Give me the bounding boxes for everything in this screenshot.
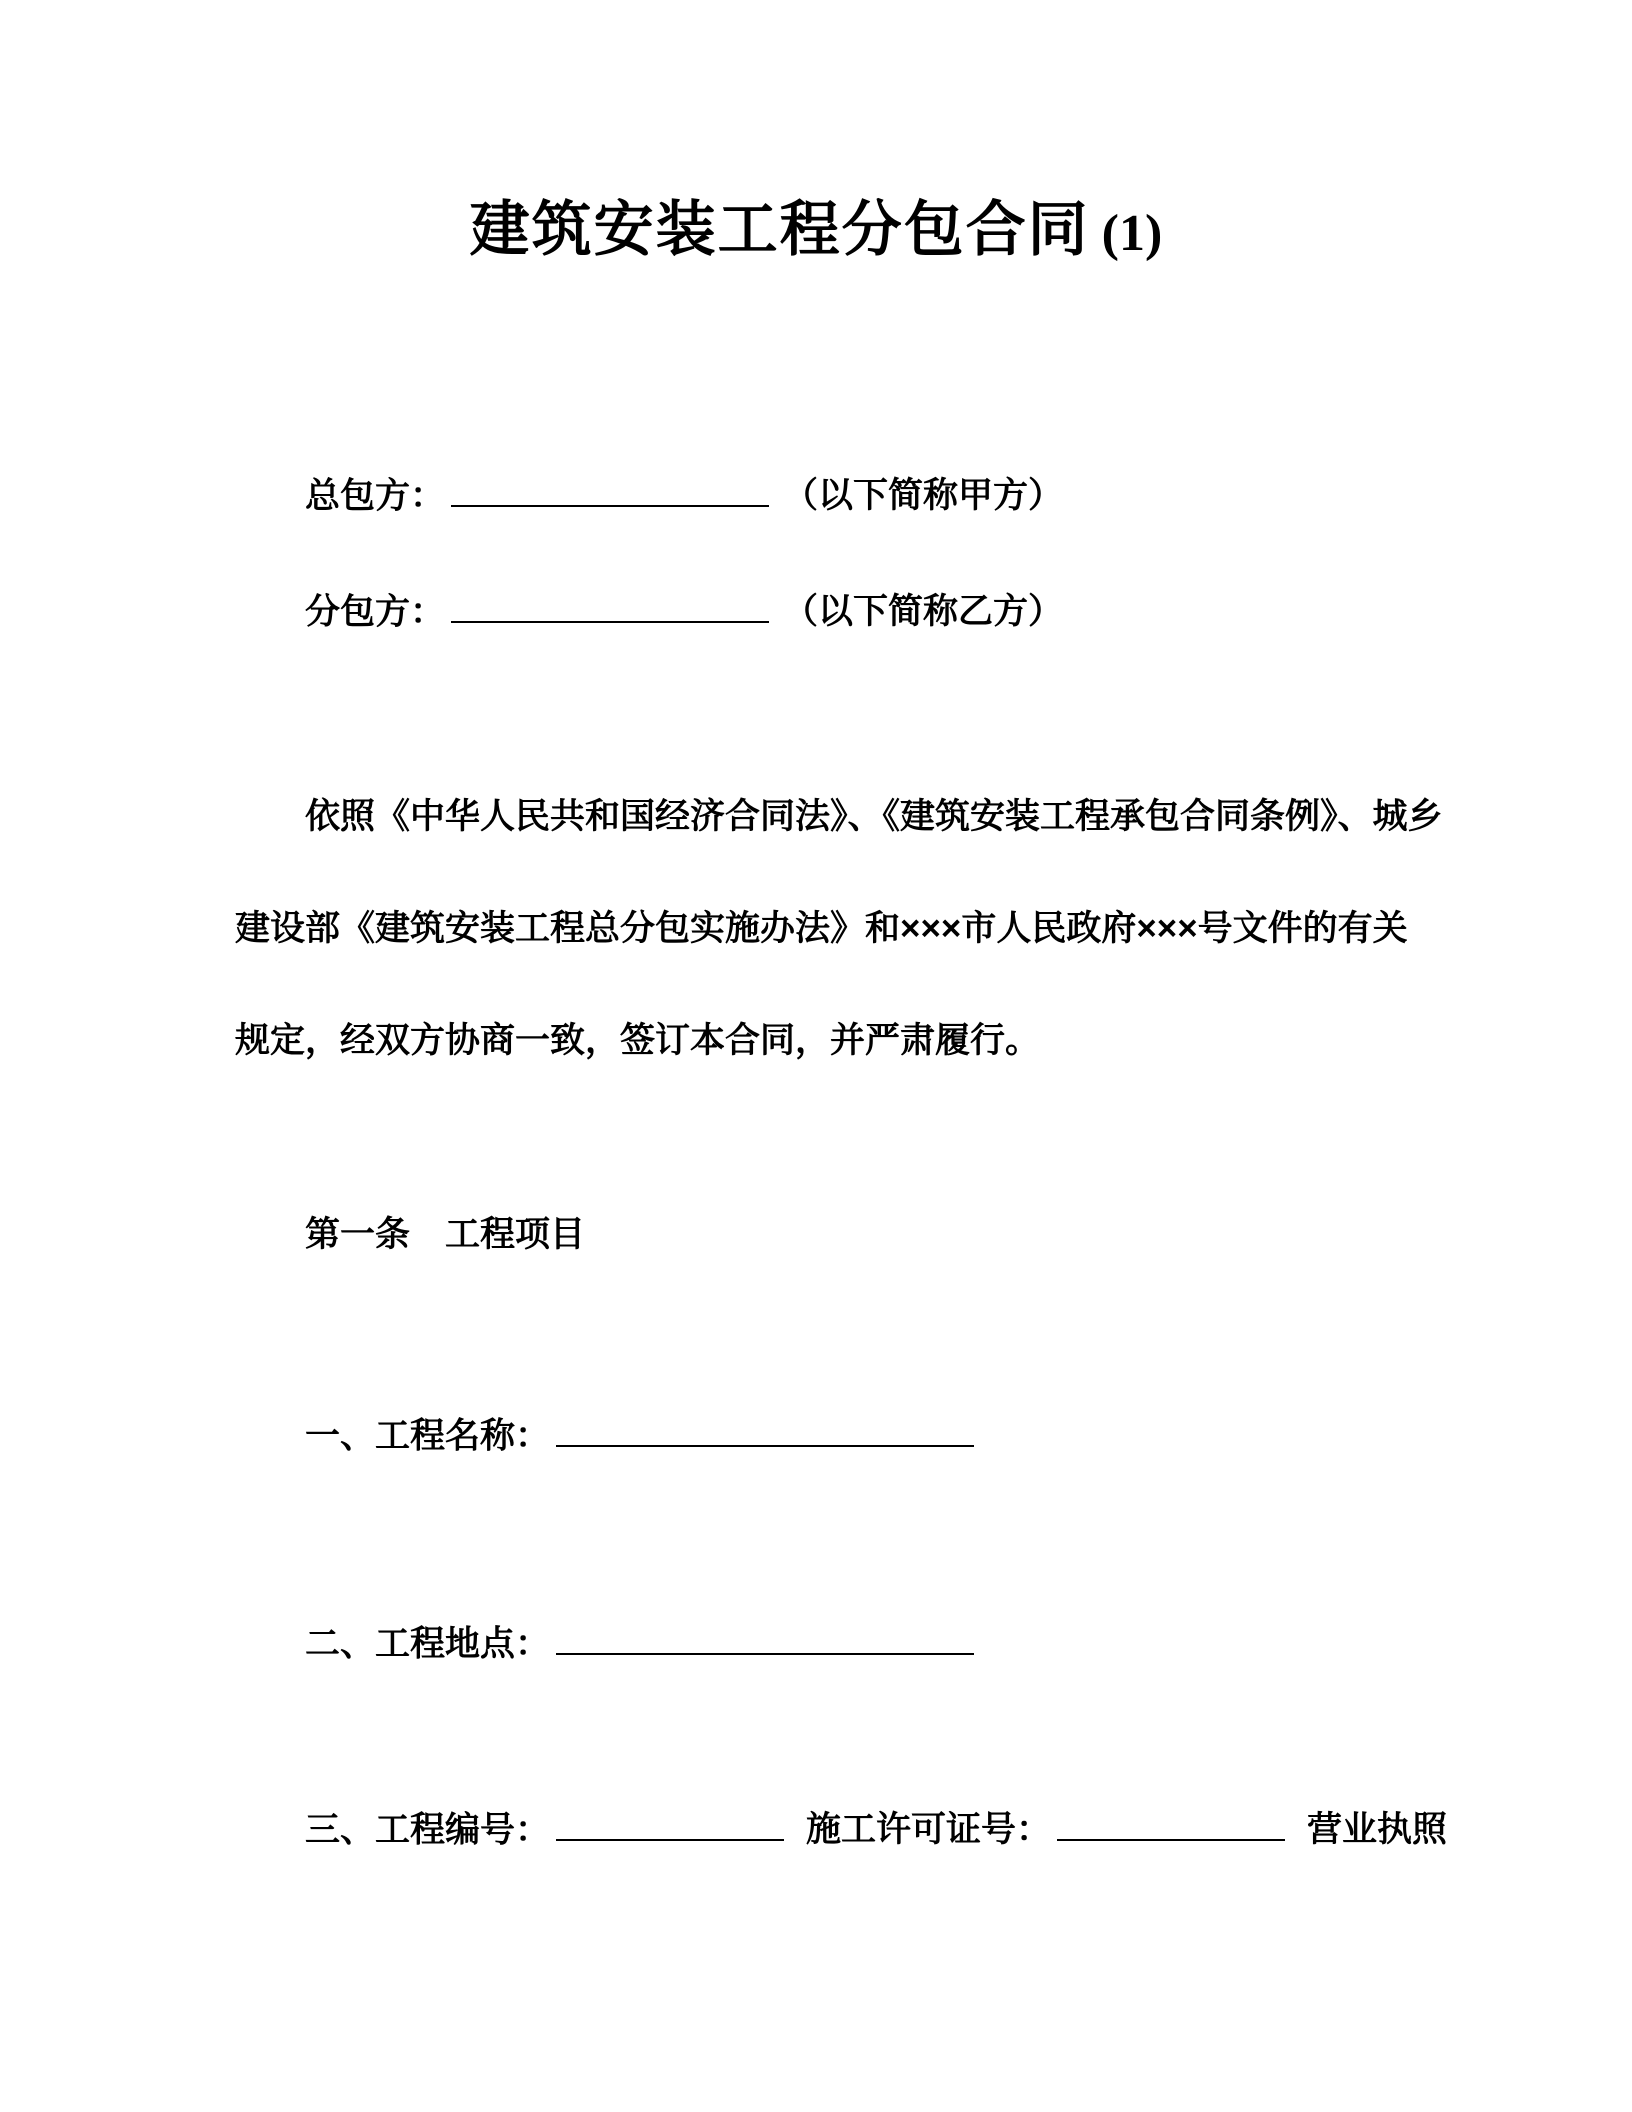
project-location-blank (556, 1620, 974, 1655)
article-1-heading-text: 第一条 工程项目 (305, 1215, 586, 1254)
general-contractor-label: 总包方： (305, 476, 446, 516)
item-line-project-number (235, 1806, 1462, 1853)
party-line-general-contractor (235, 472, 1462, 519)
article-1-heading (235, 1212, 1462, 1258)
general-contractor-name-blank (451, 472, 769, 507)
general-contractor-note: （以下简称甲方） (783, 476, 1064, 516)
construction-permit-label: 施工许可证号： (806, 1810, 1052, 1850)
project-number-label: 三、工程编号： (305, 1810, 551, 1850)
preamble-text-3: 规定，经双方协商一致，签订本合同，并严肃履行。 (235, 1021, 1041, 1060)
construction-permit-blank (1057, 1806, 1285, 1841)
item-line-project-name (235, 1412, 1462, 1459)
preamble-text-1: 依照《中华人民共和国经济合同法》、《建筑安装工程承包合同条例》、城乡 (305, 797, 1443, 836)
project-name-blank (556, 1412, 974, 1447)
project-name-label: 一、工程名称： (305, 1416, 551, 1456)
preamble-line-1 (235, 794, 1462, 840)
subcontractor-note: （以下简称乙方） (783, 592, 1064, 632)
preamble-line-2 (235, 906, 1462, 952)
preamble-text-2: 建设部《建筑安装工程总分包实施办法》和×××市人民政府×××号文件的有关 (235, 909, 1408, 948)
document-title (0, 182, 1632, 268)
project-location-label: 二、工程地点： (305, 1624, 551, 1664)
item-line-project-location (235, 1620, 1462, 1667)
subcontractor-label: 分包方： (305, 592, 446, 632)
document-title-text: 建筑安装工程分包合同 (469, 196, 1090, 263)
preamble-line-3 (235, 1018, 1462, 1064)
subcontractor-name-blank (451, 588, 769, 623)
business-license-label: 营业执照 (1307, 1810, 1448, 1850)
document-title-number: (1) (1101, 205, 1163, 262)
project-number-blank (556, 1806, 784, 1841)
party-line-subcontractor (235, 588, 1462, 635)
